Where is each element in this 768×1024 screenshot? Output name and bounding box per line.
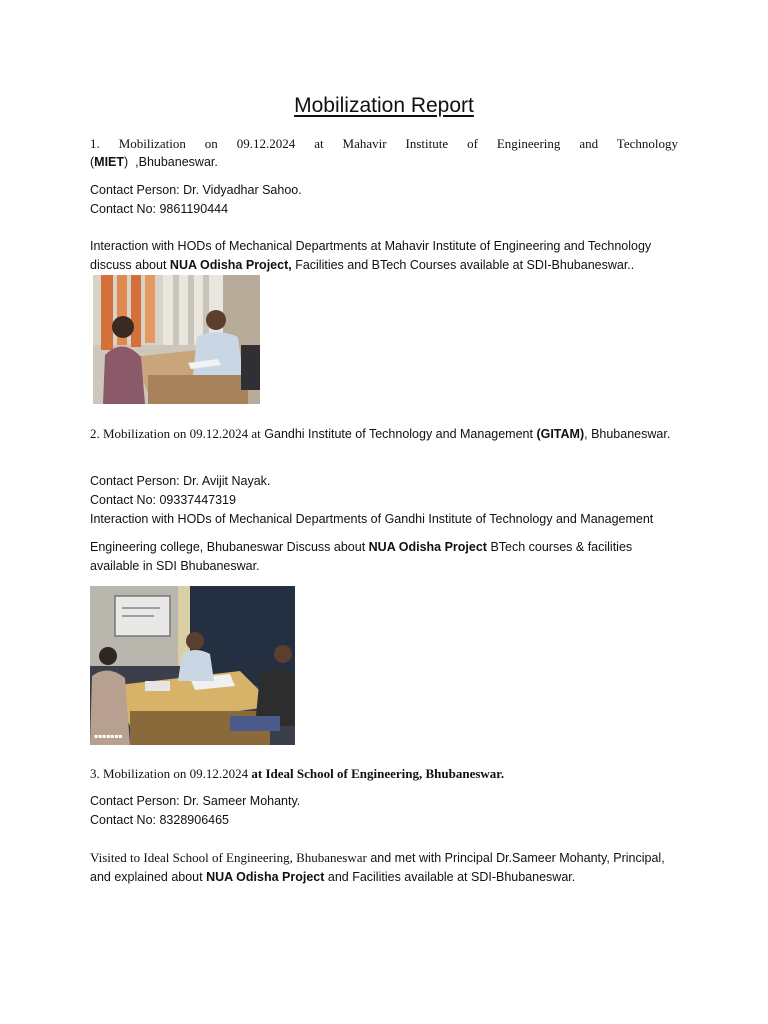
svg-text:▪▪▪▪▪▪▪: ▪▪▪▪▪▪▪: [94, 733, 123, 740]
section-1-contact: [90, 181, 678, 219]
page-title: Mobilization Report: [294, 94, 474, 117]
meeting-photo-2: [90, 586, 295, 745]
contact-person: Contact Person: Dr. Sameer Mohanty.: [90, 794, 301, 808]
contact-number: Contact No: 9861190444: [90, 202, 229, 216]
interaction-line: Interaction with HODs of Mechanical Departments of Gandhi Institute of Technology and Management: [90, 512, 654, 526]
section-1-heading: 1. Mobilization on 09.12.2024 at Mahavir Institute of Engineering and Technology (MIET) ,Bhubaneswar.: [90, 136, 678, 169]
contact-number: Contact No: 09337447319: [90, 493, 236, 507]
section-3-contact: [90, 792, 678, 830]
contact-person: Contact Person: Dr. Vidyadhar Sahoo.: [90, 183, 302, 197]
section-3-heading: 3. Mobilization on 09.12.2024 at Ideal School of Engineering, Bhubaneswar.: [90, 766, 505, 781]
section-2-heading: 2. Mobilization on 09.12.2024 at Gandhi Institute of Technology and Management (GITAM), Bhubaneswar.: [90, 426, 671, 441]
section-3-visit: Visited to Ideal School of Engineering, Bhubaneswar and met with Principal Dr.Sameer Mohanty, Principal, and explained about NUA Odisha Project and Facilities available at SDI-Bhubaneswar.: [90, 850, 665, 884]
contact-person: Contact Person: Dr. Avijit Nayak.: [90, 474, 271, 488]
section-2-interaction: Engineering college, Bhubaneswar Discuss about NUA Odisha Project BTech courses & facilities available in SDI Bhubaneswar.: [90, 540, 633, 573]
section-1-interaction: Interaction with HODs of Mechanical Departments at Mahavir Institute of Engineering and Technology discuss about NUA Odisha Project, Facilities and BTech Courses available at SDI-Bhubaneswar..: [90, 239, 652, 272]
section-2-contact: [90, 472, 678, 529]
contact-number: Contact No: 8328906465: [90, 813, 229, 827]
meeting-photo-1: [93, 275, 260, 404]
